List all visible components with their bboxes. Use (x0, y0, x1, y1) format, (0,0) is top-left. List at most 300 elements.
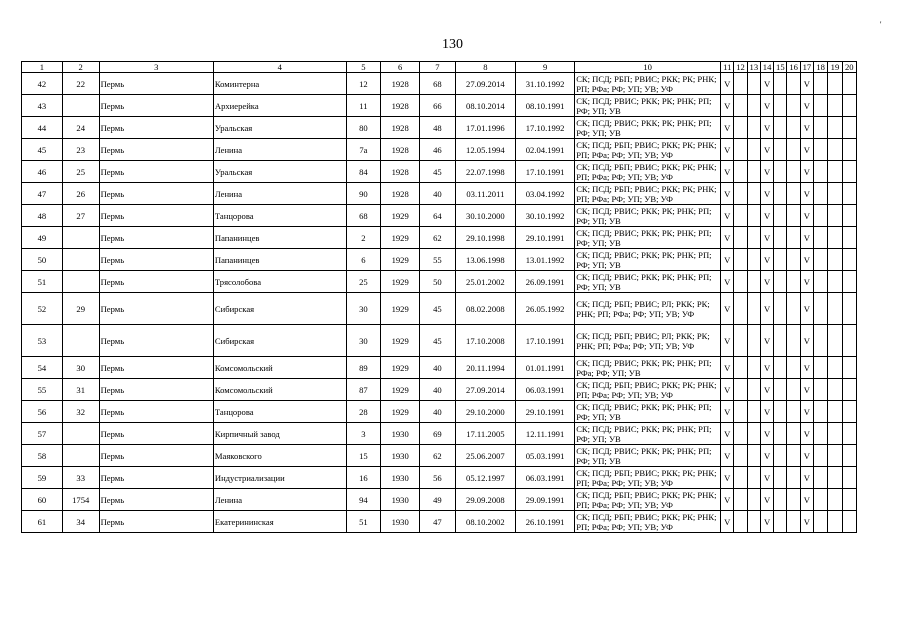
cell-col-16 (787, 95, 800, 117)
cell-col-10: СК; ПСД; РБП; РВИС; РЛ; РКК; РК; РНК; РП; РФа; РФ; УП; УВ; УФ (575, 325, 721, 357)
cell-col-11: V (721, 325, 734, 357)
cell-col-14: V (760, 401, 773, 423)
cell-col-8: 17.01.1996 (455, 117, 515, 139)
column-header-10: 10 (575, 62, 721, 73)
cell-col-6: 1930 (381, 445, 420, 467)
cell-col-2: 34 (62, 511, 99, 533)
cell-col-12 (734, 379, 747, 401)
cell-col-11: V (721, 445, 734, 467)
cell-col-20 (842, 401, 856, 423)
cell-col-1: 45 (22, 139, 63, 161)
cell-col-7: 45 (420, 325, 456, 357)
cell-col-7: 49 (420, 489, 456, 511)
cell-col-19 (828, 117, 842, 139)
cell-col-18 (814, 293, 828, 325)
cell-col-17: V (800, 325, 813, 357)
cell-col-14: V (760, 293, 773, 325)
cell-col-9: 06.03.1991 (515, 379, 574, 401)
cell-col-13 (747, 205, 760, 227)
cell-col-4: Коминтерна (213, 73, 346, 95)
cell-col-12 (734, 357, 747, 379)
cell-col-4: Папанинцев (213, 227, 346, 249)
cell-col-17: V (800, 401, 813, 423)
cell-col-4: Сибирская (213, 293, 346, 325)
cell-col-6: 1928 (381, 161, 420, 183)
cell-col-5: 11 (346, 95, 381, 117)
cell-col-8: 08.10.2002 (455, 511, 515, 533)
cell-col-2 (62, 227, 99, 249)
column-header-17: 17 (800, 62, 813, 73)
cell-col-11: V (721, 139, 734, 161)
column-header-20: 20 (842, 62, 856, 73)
cell-col-8: 25.06.2007 (455, 445, 515, 467)
table-row (22, 379, 857, 401)
cell-col-17: V (800, 205, 813, 227)
cell-col-5: 30 (346, 325, 381, 357)
cell-col-3: Пермь (99, 95, 213, 117)
cell-col-5: 25 (346, 271, 381, 293)
cell-col-8: 30.10.2000 (455, 205, 515, 227)
cell-col-19 (828, 227, 842, 249)
cell-col-14: V (760, 161, 773, 183)
cell-col-5: 15 (346, 445, 381, 467)
cell-col-6: 1928 (381, 183, 420, 205)
column-header-13: 13 (747, 62, 760, 73)
cell-col-1: 42 (22, 73, 63, 95)
cell-col-13 (747, 357, 760, 379)
cell-col-18 (814, 117, 828, 139)
cell-col-9: 12.11.1991 (515, 423, 574, 445)
cell-col-18 (814, 183, 828, 205)
cell-col-16 (787, 73, 800, 95)
cell-col-19 (828, 183, 842, 205)
page-number: 130 (442, 37, 463, 52)
cell-col-17: V (800, 357, 813, 379)
cell-col-17: V (800, 379, 813, 401)
cell-col-8: 08.10.2014 (455, 95, 515, 117)
table-row (22, 423, 857, 445)
column-header-12: 12 (734, 62, 747, 73)
cell-col-14: V (760, 139, 773, 161)
cell-col-1: 61 (22, 511, 63, 533)
cell-col-6: 1929 (381, 249, 420, 271)
cell-col-16 (787, 183, 800, 205)
cell-col-19 (828, 293, 842, 325)
cell-col-15 (774, 467, 787, 489)
cell-col-16 (787, 205, 800, 227)
cell-col-17: V (800, 445, 813, 467)
cell-col-13 (747, 271, 760, 293)
column-header-1: 1 (22, 62, 63, 73)
cell-col-10: СК; ПСД; РВИС; РКК; РК; РНК; РП; РФ; УП; УВ (575, 271, 721, 293)
cell-col-2: 29 (62, 293, 99, 325)
table-row (22, 489, 857, 511)
table-row (22, 357, 857, 379)
cell-col-18 (814, 95, 828, 117)
table-row (22, 445, 857, 467)
cell-col-15 (774, 227, 787, 249)
cell-col-18 (814, 73, 828, 95)
cell-col-1: 44 (22, 117, 63, 139)
column-header-7: 7 (420, 62, 456, 73)
table-row (22, 139, 857, 161)
column-header-4: 4 (213, 62, 346, 73)
cell-col-4: Уральская (213, 161, 346, 183)
cell-col-5: 16 (346, 467, 381, 489)
cell-col-7: 40 (420, 401, 456, 423)
cell-col-18 (814, 325, 828, 357)
cell-col-9: 17.10.1991 (515, 161, 574, 183)
cell-col-8: 27.09.2014 (455, 73, 515, 95)
cell-col-12 (734, 205, 747, 227)
cell-col-6: 1928 (381, 95, 420, 117)
cell-col-7: 46 (420, 139, 456, 161)
cell-col-19 (828, 73, 842, 95)
cell-col-16 (787, 379, 800, 401)
cell-col-17: V (800, 73, 813, 95)
cell-col-4: Трясолобова (213, 271, 346, 293)
cell-col-7: 64 (420, 205, 456, 227)
cell-col-18 (814, 423, 828, 445)
cell-col-1: 49 (22, 227, 63, 249)
cell-col-16 (787, 161, 800, 183)
cell-col-2: 1754 (62, 489, 99, 511)
cell-col-18 (814, 227, 828, 249)
table-row (22, 161, 857, 183)
cell-col-10: СК; ПСД; РВИС; РКК; РК; РНК; РП; РФ; УП; УВ (575, 95, 721, 117)
cell-col-12 (734, 445, 747, 467)
cell-col-10: СК; ПСД; РВИС; РКК; РК; РНК; РП; РФ; УП; УВ (575, 227, 721, 249)
cell-col-9: 29.10.1991 (515, 401, 574, 423)
cell-col-11: V (721, 357, 734, 379)
cell-col-6: 1929 (381, 401, 420, 423)
cell-col-2: 25 (62, 161, 99, 183)
cell-col-2: 24 (62, 117, 99, 139)
column-header-9: 9 (515, 62, 574, 73)
cell-col-15 (774, 183, 787, 205)
cell-col-17: V (800, 95, 813, 117)
cell-col-16 (787, 401, 800, 423)
cell-col-2: 26 (62, 183, 99, 205)
cell-col-3: Пермь (99, 445, 213, 467)
cell-col-18 (814, 139, 828, 161)
table-row (22, 271, 857, 293)
cell-col-13 (747, 95, 760, 117)
cell-col-12 (734, 271, 747, 293)
cell-col-19 (828, 249, 842, 271)
cell-col-3: Пермь (99, 205, 213, 227)
cell-col-13 (747, 423, 760, 445)
cell-col-10: СК; ПСД; РБП; РВИС; РКК; РК; РНК; РП; РФа; РФ; УП; УВ; УФ (575, 511, 721, 533)
cell-col-19 (828, 511, 842, 533)
cell-col-13 (747, 73, 760, 95)
cell-col-19 (828, 401, 842, 423)
cell-col-3: Пермь (99, 401, 213, 423)
cell-col-20 (842, 511, 856, 533)
cell-col-20 (842, 325, 856, 357)
cell-col-5: 87 (346, 379, 381, 401)
cell-col-8: 29.09.2008 (455, 489, 515, 511)
cell-col-1: 43 (22, 95, 63, 117)
cell-col-15 (774, 325, 787, 357)
cell-col-13 (747, 511, 760, 533)
cell-col-19 (828, 423, 842, 445)
cell-col-8: 05.12.1997 (455, 467, 515, 489)
cell-col-9: 13.01.1992 (515, 249, 574, 271)
cell-col-14: V (760, 271, 773, 293)
cell-col-18 (814, 379, 828, 401)
cell-col-14: V (760, 325, 773, 357)
table-row (22, 227, 857, 249)
cell-col-17: V (800, 249, 813, 271)
table-body (22, 73, 857, 533)
cell-col-4: Индустриализации (213, 467, 346, 489)
cell-col-2: 23 (62, 139, 99, 161)
cell-col-3: Пермь (99, 249, 213, 271)
cell-col-13 (747, 249, 760, 271)
cell-col-18 (814, 249, 828, 271)
cell-col-16 (787, 325, 800, 357)
cell-col-8: 20.11.1994 (455, 357, 515, 379)
cell-col-18 (814, 271, 828, 293)
cell-col-17: V (800, 161, 813, 183)
cell-col-5: 6 (346, 249, 381, 271)
cell-col-3: Пермь (99, 423, 213, 445)
cell-col-8: 29.10.1998 (455, 227, 515, 249)
cell-col-6: 1929 (381, 325, 420, 357)
cell-col-6: 1928 (381, 117, 420, 139)
cell-col-2 (62, 423, 99, 445)
cell-col-11: V (721, 183, 734, 205)
cell-col-6: 1930 (381, 489, 420, 511)
cell-col-2 (62, 325, 99, 357)
cell-col-17: V (800, 489, 813, 511)
cell-col-4: Танцорова (213, 401, 346, 423)
cell-col-11: V (721, 73, 734, 95)
table-row (22, 205, 857, 227)
cell-col-20 (842, 117, 856, 139)
cell-col-12 (734, 117, 747, 139)
cell-col-15 (774, 73, 787, 95)
cell-col-2 (62, 445, 99, 467)
cell-col-9: 26.05.1992 (515, 293, 574, 325)
cell-col-15 (774, 379, 787, 401)
cell-col-3: Пермь (99, 117, 213, 139)
cell-col-7: 69 (420, 423, 456, 445)
column-header-5: 5 (346, 62, 381, 73)
column-header-3: 3 (99, 62, 213, 73)
cell-col-15 (774, 117, 787, 139)
cell-col-16 (787, 467, 800, 489)
cell-col-12 (734, 511, 747, 533)
cell-col-12 (734, 95, 747, 117)
cell-col-14: V (760, 73, 773, 95)
cell-col-7: 68 (420, 73, 456, 95)
cell-col-20 (842, 467, 856, 489)
cell-col-3: Пермь (99, 467, 213, 489)
cell-col-9: 29.10.1991 (515, 227, 574, 249)
cell-col-15 (774, 445, 787, 467)
cell-col-17: V (800, 117, 813, 139)
cell-col-10: СК; ПСД; РБП; РВИС; РЛ; РКК; РК; РНК; РП; РФа; РФ; УП; УВ; УФ (575, 293, 721, 325)
cell-col-4: Екатерининская (213, 511, 346, 533)
cell-col-20 (842, 423, 856, 445)
cell-col-8: 25.01.2002 (455, 271, 515, 293)
cell-col-7: 40 (420, 183, 456, 205)
cell-col-15 (774, 423, 787, 445)
cell-col-5: 2 (346, 227, 381, 249)
cell-col-10: СК; ПСД; РВИС; РКК; РК; РНК; РП; РФ; УП; УВ (575, 117, 721, 139)
cell-col-17: V (800, 183, 813, 205)
cell-col-12 (734, 139, 747, 161)
cell-col-5: 80 (346, 117, 381, 139)
cell-col-20 (842, 205, 856, 227)
cell-col-17: V (800, 227, 813, 249)
cell-col-6: 1929 (381, 379, 420, 401)
header-row (22, 62, 857, 73)
cell-col-14: V (760, 227, 773, 249)
cell-col-10: СК; ПСД; РВИС; РКК; РК; РНК; РП; РФ; УП; УВ (575, 249, 721, 271)
cell-col-19 (828, 357, 842, 379)
cell-col-16 (787, 271, 800, 293)
table-row (22, 325, 857, 357)
cell-col-7: 62 (420, 445, 456, 467)
cell-col-6: 1929 (381, 293, 420, 325)
cell-col-17: V (800, 271, 813, 293)
cell-col-11: V (721, 467, 734, 489)
cell-col-17: V (800, 467, 813, 489)
cell-col-13 (747, 325, 760, 357)
cell-col-11: V (721, 117, 734, 139)
cell-col-9: 05.03.1991 (515, 445, 574, 467)
cell-col-3: Пермь (99, 227, 213, 249)
table-row (22, 73, 857, 95)
cell-col-19 (828, 271, 842, 293)
cell-col-1: 58 (22, 445, 63, 467)
cell-col-13 (747, 445, 760, 467)
cell-col-3: Пермь (99, 357, 213, 379)
cell-col-20 (842, 183, 856, 205)
cell-col-11: V (721, 161, 734, 183)
cell-col-19 (828, 467, 842, 489)
cell-col-9: 02.04.1991 (515, 139, 574, 161)
cell-col-20 (842, 249, 856, 271)
cell-col-17: V (800, 511, 813, 533)
cell-col-4: Танцорова (213, 205, 346, 227)
cell-col-14: V (760, 205, 773, 227)
cell-col-9: 03.04.1992 (515, 183, 574, 205)
cell-col-10: СК; ПСД; РВИС; РКК; РК; РНК; РП; РФ; УП; УВ (575, 423, 721, 445)
cell-col-5: 12 (346, 73, 381, 95)
cell-col-20 (842, 95, 856, 117)
cell-col-19 (828, 205, 842, 227)
table-row (22, 293, 857, 325)
cell-col-16 (787, 117, 800, 139)
cell-col-20 (842, 357, 856, 379)
cell-col-10: СК; ПСД; РБП; РВИС; РКК; РК; РНК; РП; РФа; РФ; УП; УВ; УФ (575, 183, 721, 205)
cell-col-18 (814, 161, 828, 183)
cell-col-5: 94 (346, 489, 381, 511)
cell-col-12 (734, 227, 747, 249)
cell-col-20 (842, 445, 856, 467)
cell-col-4: Комсомольский (213, 379, 346, 401)
cell-col-16 (787, 139, 800, 161)
cell-col-12 (734, 401, 747, 423)
cell-col-17: V (800, 139, 813, 161)
cell-col-15 (774, 161, 787, 183)
cell-col-15 (774, 95, 787, 117)
cell-col-6: 1928 (381, 73, 420, 95)
cell-col-1: 60 (22, 489, 63, 511)
cell-col-5: 84 (346, 161, 381, 183)
column-header-15: 15 (774, 62, 787, 73)
cell-col-5: 3 (346, 423, 381, 445)
cell-col-8: 22.07.1998 (455, 161, 515, 183)
cell-col-7: 62 (420, 227, 456, 249)
cell-col-12 (734, 161, 747, 183)
cell-col-13 (747, 227, 760, 249)
cell-col-11: V (721, 511, 734, 533)
cell-col-7: 47 (420, 511, 456, 533)
cell-col-1: 53 (22, 325, 63, 357)
cell-col-11: V (721, 293, 734, 325)
cell-col-16 (787, 227, 800, 249)
column-header-14: 14 (760, 62, 773, 73)
cell-col-12 (734, 293, 747, 325)
cell-col-16 (787, 423, 800, 445)
cell-col-3: Пермь (99, 489, 213, 511)
cell-col-16 (787, 293, 800, 325)
column-header-19: 19 (828, 62, 842, 73)
cell-col-8: 12.05.1994 (455, 139, 515, 161)
cell-col-14: V (760, 183, 773, 205)
cell-col-3: Пермь (99, 161, 213, 183)
cell-col-4: Папанинцев (213, 249, 346, 271)
cell-col-14: V (760, 445, 773, 467)
column-header-16: 16 (787, 62, 800, 73)
cell-col-1: 48 (22, 205, 63, 227)
register-table (21, 61, 857, 533)
cell-col-6: 1930 (381, 511, 420, 533)
cell-col-9: 26.10.1991 (515, 511, 574, 533)
cell-col-13 (747, 467, 760, 489)
cell-col-8: 17.11.2005 (455, 423, 515, 445)
cell-col-13 (747, 401, 760, 423)
cell-col-14: V (760, 489, 773, 511)
cell-col-12 (734, 183, 747, 205)
cell-col-9: 26.09.1991 (515, 271, 574, 293)
cell-col-11: V (721, 423, 734, 445)
cell-col-11: V (721, 271, 734, 293)
cell-col-19 (828, 161, 842, 183)
cell-col-1: 52 (22, 293, 63, 325)
cell-col-5: 7а (346, 139, 381, 161)
cell-col-15 (774, 139, 787, 161)
column-header-11: 11 (721, 62, 734, 73)
cell-col-13 (747, 489, 760, 511)
cell-col-7: 56 (420, 467, 456, 489)
cell-col-2: 30 (62, 357, 99, 379)
cell-col-10: СК; ПСД; РБП; РВИС; РКК; РК; РНК; РП; РФа; РФ; УП; УВ; УФ (575, 73, 721, 95)
cell-col-9: 31.10.1992 (515, 73, 574, 95)
column-header-6: 6 (381, 62, 420, 73)
cell-col-18 (814, 489, 828, 511)
cell-col-10: СК; ПСД; РВИС; РКК; РК; РНК; РП; РФ; УП; УВ (575, 401, 721, 423)
cell-col-4: Ленина (213, 183, 346, 205)
cell-col-15 (774, 271, 787, 293)
cell-col-12 (734, 467, 747, 489)
table-row (22, 401, 857, 423)
